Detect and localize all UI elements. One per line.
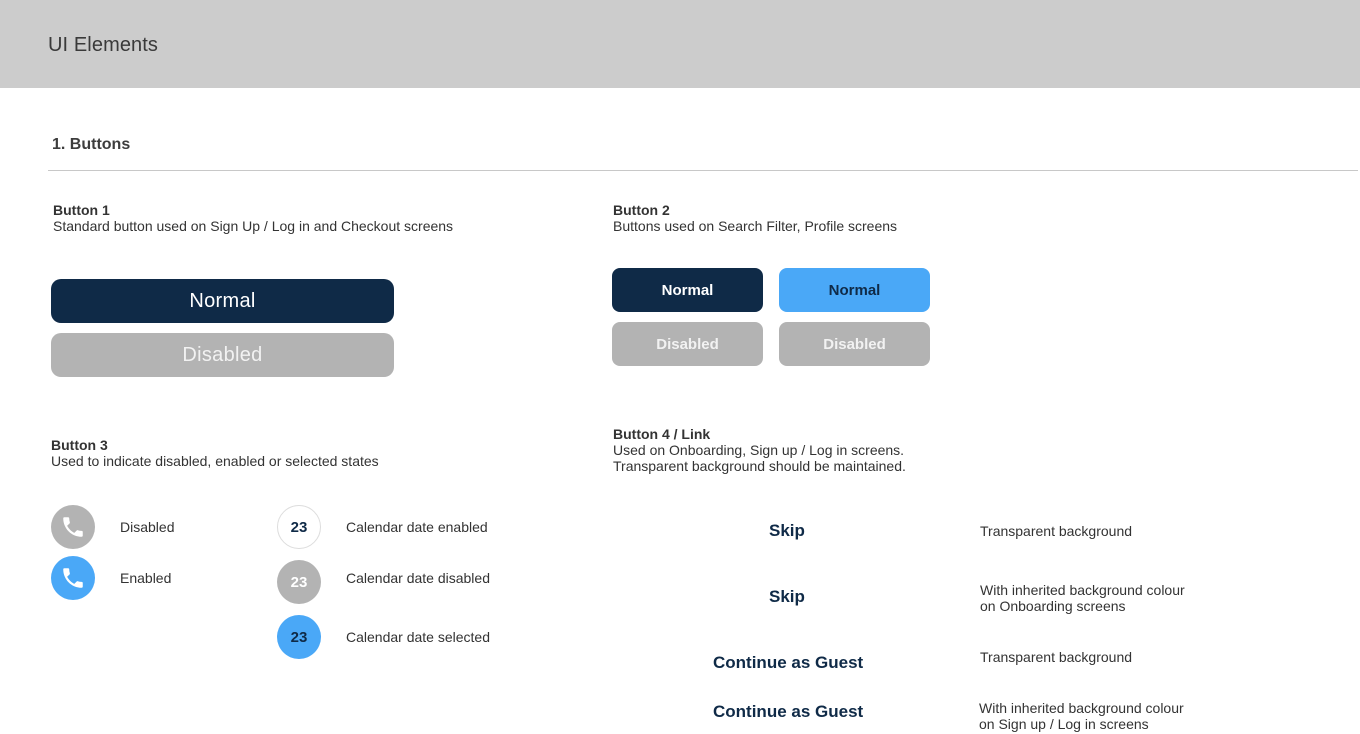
header-bar (0, 0, 1360, 88)
section-divider (48, 170, 1358, 171)
button3-description: Used to indicate disabled, enabled or selected states (51, 453, 379, 469)
continue-as-guest-link-transparent[interactable]: Continue as Guest (713, 653, 864, 672)
standard-normal-button-label: Normal (189, 289, 256, 312)
page-title: UI Elements (48, 34, 159, 56)
skip-link-inherited[interactable]: Skip (769, 587, 805, 606)
calendar-disabled-label: Calendar date disabled (346, 570, 490, 586)
calendar-date-number: 23 (290, 518, 308, 536)
calendar-date-selected-button[interactable] (277, 615, 321, 659)
filter-disabled-button-2-label: Disabled (823, 335, 886, 353)
note-inherited-signup-line1: With inherited background colour (979, 700, 1184, 716)
calendar-date-number: 23 (290, 573, 308, 591)
phone-disabled-button[interactable] (51, 505, 95, 549)
button3-title: Button 3 (51, 437, 108, 453)
filter-normal-navy-button[interactable] (612, 268, 763, 312)
phone-icon (60, 565, 86, 591)
button4-description-line1: Used on Onboarding, Sign up / Log in screens. (613, 442, 905, 458)
note-inherited-signup-line2: on Sign up / Log in screens (979, 716, 1149, 732)
calendar-selected-label: Calendar date selected (346, 629, 490, 645)
calendar-date-enabled-button[interactable] (277, 505, 321, 549)
filter-normal-blue-button-label: Normal (828, 281, 881, 299)
filter-normal-navy-button-label: Normal (661, 281, 714, 299)
button4-title: Button 4 / Link (613, 426, 711, 442)
note-inherited-onboarding-line1: With inherited background colour (980, 582, 1185, 598)
calendar-date-number: 23 (290, 628, 308, 646)
filter-disabled-button-1-label: Disabled (656, 335, 719, 353)
note-inherited-onboarding-line2: on Onboarding screens (980, 598, 1126, 614)
phone-disabled-label: Disabled (120, 519, 175, 535)
button1-title: Button 1 (53, 202, 110, 218)
note-transparent-2: Transparent background (980, 649, 1133, 665)
skip-link-transparent[interactable]: Skip (769, 521, 805, 540)
button2-title: Button 2 (613, 202, 670, 218)
standard-disabled-button-label: Disabled (182, 343, 263, 366)
filter-disabled-button-1[interactable] (612, 322, 763, 366)
filter-disabled-button-2[interactable] (779, 322, 930, 366)
calendar-enabled-label: Calendar date enabled (346, 519, 488, 535)
standard-disabled-button[interactable] (51, 333, 394, 377)
note-transparent-1: Transparent background (980, 523, 1133, 539)
continue-as-guest-link-inherited[interactable]: Continue as Guest (713, 702, 864, 721)
button2-description: Buttons used on Search Filter, Profile screens (613, 218, 898, 234)
filter-normal-blue-button[interactable] (779, 268, 930, 312)
phone-enabled-button[interactable] (51, 556, 95, 600)
button4-description-line2: Transparent background should be maintained. (613, 458, 906, 474)
phone-icon (60, 514, 86, 540)
section-title: 1. Buttons (52, 136, 131, 153)
phone-enabled-label: Enabled (120, 570, 172, 586)
calendar-date-disabled-button[interactable] (277, 560, 321, 604)
standard-normal-button[interactable] (51, 279, 394, 323)
button1-description: Standard button used on Sign Up / Log in and Checkout screens (53, 218, 454, 234)
